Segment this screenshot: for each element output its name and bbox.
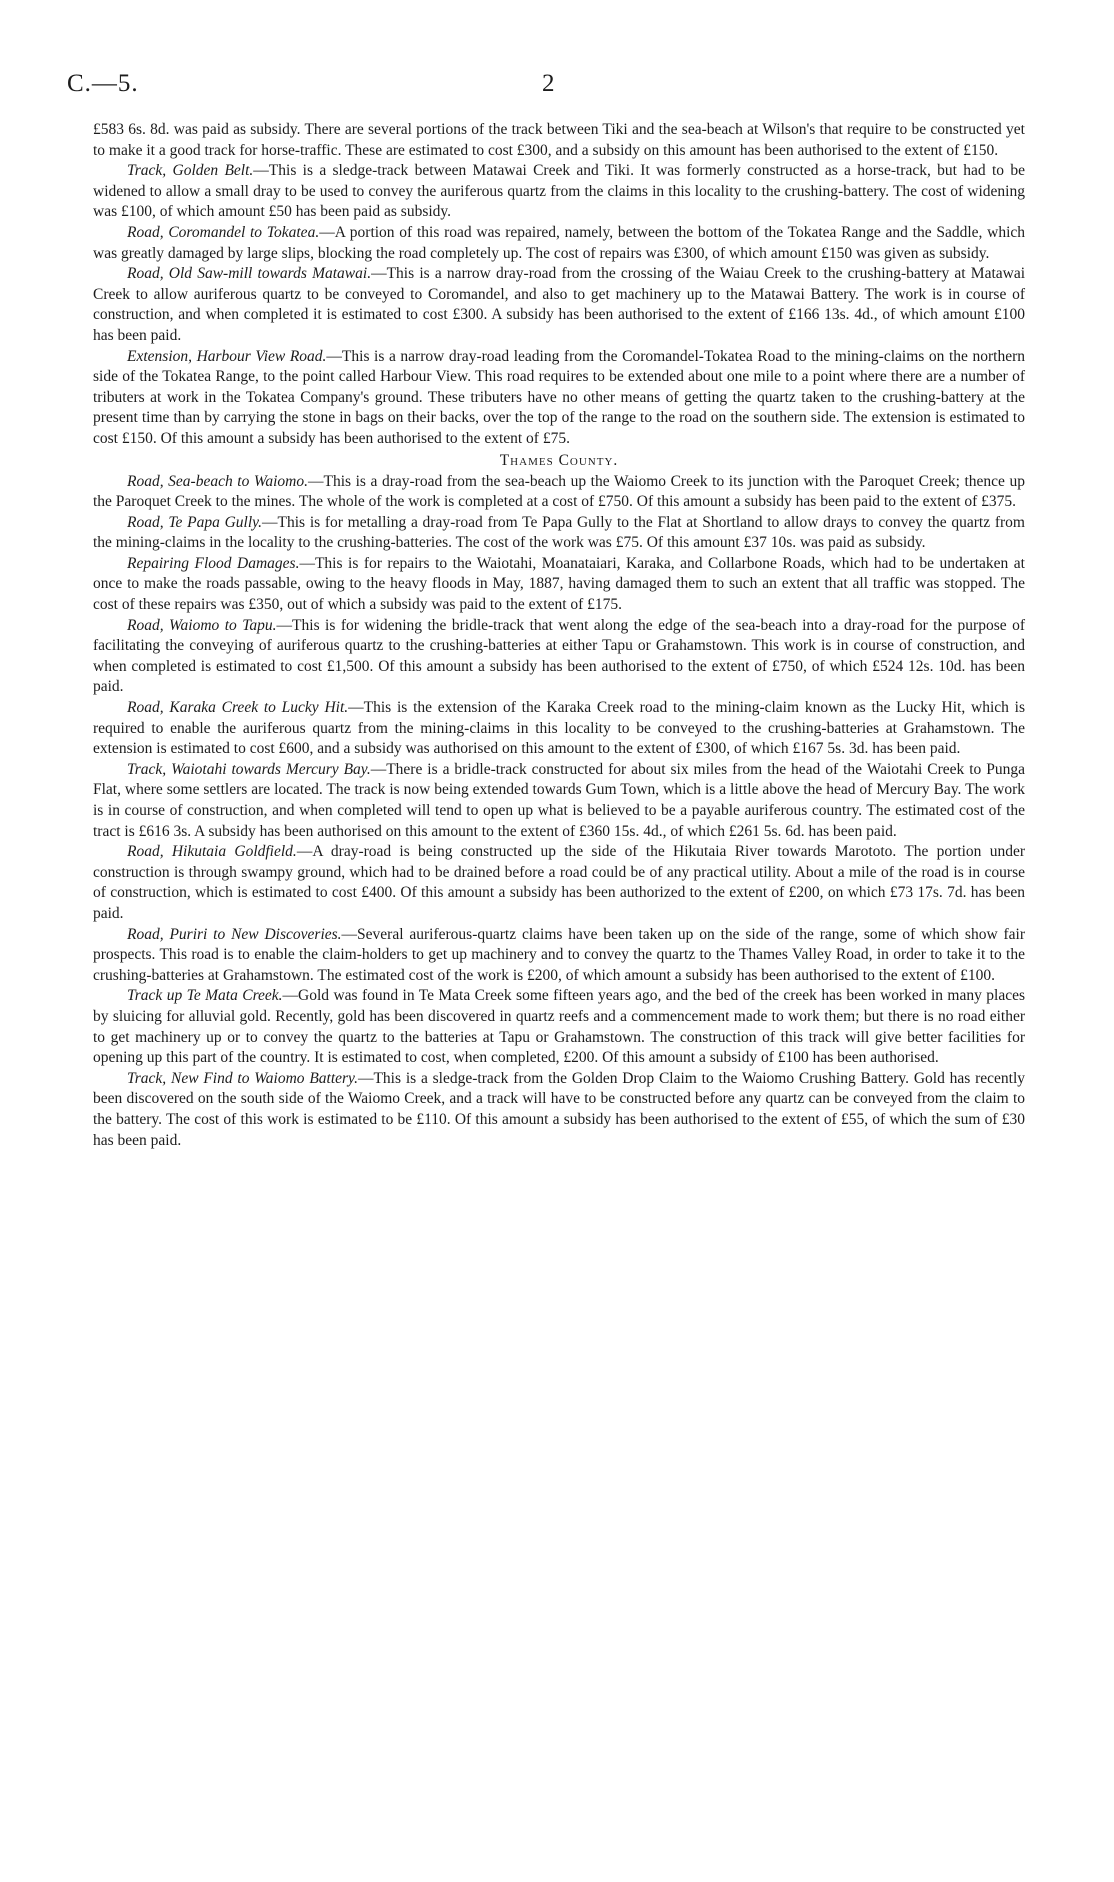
document-reference: C.—5. [67, 70, 139, 97]
paragraph-road-karaka-creek [93, 698, 1025, 760]
paragraph-road-sea-beach-waiomo [93, 472, 1025, 513]
paragraph-extension-harbour-view [93, 347, 1025, 450]
paragraph-road-coromandel-tokatea [93, 223, 1025, 264]
paragraph-text: —This is for metalling a dray-road from Te Papa Gully to the Flat at Shortland to allow drays to convey the quartz from the mining-claims in the locality to the crushing-batteries. The cost of the work was £75. Of this amount £37 10s. was paid as subsidy. [93, 513, 1025, 552]
paragraph-track-te-mata-creek [93, 986, 1025, 1068]
paragraph-text: —Several auriferous-quartz claims have been taken up on the side of the range, some of which show fair prospects. This road is to enable the claim-holders to get up machinery and to convey the quartz to the Thames Valley Road, in order to take it to the crushing-batteries at Grahamstown. The estimated cost of the work is £200, of which amount a subsidy has been authorised to the extent of £100. [93, 925, 1025, 984]
paragraph-heading: Track, New Find to Waiomo Battery. [127, 1069, 358, 1087]
body-text [93, 120, 1025, 1151]
paragraph-heading: Road, Old Saw-mill towards Matawai. [127, 265, 372, 283]
paragraph-text: —A portion of this road was repaired, namely, between the bottom of the Tokatea Range and the Saddle, which was greatly damaged by large slips, blocking the road completely up. The cost of repairs was £300, of which amount £150 was given as subsidy. [93, 223, 1026, 262]
paragraph-heading: Road, Puriri to New Discoveries. [127, 925, 342, 943]
page-number: 2 [542, 70, 555, 97]
page-header [67, 70, 1025, 112]
document-page [67, 70, 1026, 1151]
section-heading-thames-county: Thames County. [499, 451, 619, 469]
paragraph-heading: Track, Waiotahi towards Mercury Bay. [127, 760, 371, 778]
paragraph-text: —There is a bridle-track constructed for about six miles from the head of the Waiotahi Creek to Punga Flat, where some settlers are located. The track is now being extended towards Gum Town, which is a little above the head of Mercury Bay. The work is in course of construction, and when completed will tend to open up what is believed to be a payable auriferous country. The estimated cost of the tract is £616 3s. A subsidy has been authorised on this amount to the extent of £360 15s. 4d., of which £261 5s. 6d. has been paid. [93, 760, 1025, 840]
paragraph-track-golden-belt [93, 161, 1025, 223]
paragraph-road-te-papa-gully [93, 513, 1025, 554]
paragraph-heading: Road, Sea-beach to Waiomo. [127, 472, 308, 490]
intro-paragraph: £583 6s. 8d. was paid as subsidy. There are several portions of the track between Tiki and the sea-beach at Wilson's that require to be constructed yet to make it a good track for horse-traffic. These are estimated to cost £300, and a subsidy on this amount has been authorised to the extent of £150. [93, 121, 1025, 159]
paragraph-text: —This is the extension of the Karaka Creek road to the mining-claim known as the Lucky Hit, which is required to enable the auriferous quartz from the mining-claims in this locality to be conveyed to the crushing-batteries at Grahamstown. The extension is estimated to cost £600, and a subsidy was authorised on this amount to the extent of £300, of which £167 5s. 3d. has been paid. [93, 699, 1026, 758]
paragraph-text: —A dray-road is being constructed up the side of the Hikutaia River towards Marototo. The portion under construction is through swampy ground, which had to be drained before a road could be of any practical utility. About a mile of the road is in course of construction, which is estimated to cost £400. Of this amount a subsidy has been authorized to the extent of £200, on which £73 17s. 7d. has been paid. [93, 843, 1025, 922]
paragraph-heading: Extension, Harbour View Road. [127, 347, 327, 365]
paragraph-road-waiomo-tapu [93, 616, 1025, 698]
paragraph-text: —Gold was found in Te Mata Creek some fifteen years ago, and the bed of the creek has been worked in many places by sluicing for alluvial gold. Recently, gold has been discovered in quartz reefs and a commencement made to work them; but there is no road either to get machinery up or to convey the quartz to the batteries at Tapu or Grahamstown. The construction of this track will give better facilities for opening up this part of the country. It is estimated to cost, when completed, £200. Of this amount a subsidy of £100 has been authorised. [93, 987, 1025, 1067]
paragraph-track-waiotahi [93, 760, 1025, 842]
paragraph-heading: Road, Karaka Creek to Lucky Hit. [127, 699, 349, 717]
paragraph-text: —This is a narrow dray-road leading from the Coromandel-Tokatea Road to the mining-claims on the northern side of the Tokatea Range, to the point called Harbour View. This road requires to be extended about one mile to a point where there are a number of tributers at work in the Tokatea Company's ground. These tributers have no other means of getting the quartz taken to the crushing-battery at the present time than by carrying the stone in bags on their backs, over the top of the range to the road on the southern side. The extension is estimated to cost £150. Of this amount a subsidy has been authorised to the extent of £75. [93, 347, 1025, 447]
paragraph-track-new-find [93, 1069, 1025, 1151]
paragraph-heading: Road, Coromandel to Tokatea. [127, 223, 320, 241]
paragraph-road-old-saw-mill [93, 264, 1025, 346]
paragraph-heading: Repairing Flood Damages. [127, 554, 300, 572]
paragraph-road-hikutaia [93, 842, 1025, 924]
paragraph-text: —This is for repairs to the Waiotahi, Moanataiari, Karaka, and Collarbone Roads, which had to be undertaken at once to make the roads passable, owing to the heavy floods in May, 1887, having damaged them to such an extent that all traffic was stopped. The cost of these repairs was £350, out of which a subsidy was paid to the extent of £175. [93, 554, 1025, 614]
paragraph-text: —This is a narrow dray-road from the crossing of the Waiau Creek to the crushing-battery at Matawai Creek to allow auriferous quartz to be conveyed to Coromandel, and also to get machinery up to the Matawai Battery. The work is in course of construction, and when completed it is estimated to cost £300. A subsidy has been authorised to the extent of £166 13s. 4d., of which amount £100 has been paid. [93, 265, 1026, 344]
paragraph-text: —This is a dray-road from the sea-beach up the Waiomo Creek to its junction with the Paroquet Creek; thence up the Paroquet Creek to the mines. The whole of the work is completed at a cost of £750. Of this amount a subsidy has been paid to the extent of £375. [93, 472, 1025, 511]
paragraph-text: —This is for widening the bridle-track that went along the edge of the sea-beach into a dray-road for the purpose of facilitating the conveying of auriferous quartz to the crushing-batteries at either Tapu or Grahamstown. This work is in course of construction, and when completed is estimated to cost £1,500. Of this amount a subsidy has been authorised to the extent of £750, of which £524 12s. 10d. has been paid. [93, 616, 1025, 696]
paragraph-heading: Road, Waiomo to Tapu. [127, 616, 277, 634]
paragraph-text: —This is a sledge-track from the Golden Drop Claim to the Waiomo Crushing Battery. Gold has recently been discovered on the south side of the Waiomo Creek, and a track will have to be constructed before any quartz can be conveyed from the claim to the battery. The cost of this work is estimated to be £110. Of this amount a subsidy has been authorised to the extent of £55, of which the sum of £30 has been paid. [93, 1069, 1025, 1149]
paragraph-road-puriri [93, 925, 1025, 987]
paragraph-text: —This is a sledge-track between Matawai Creek and Tiki. It was formerly constructed as a horse-track, but had to be widened to allow a small dray to be used to convey the auriferous quartz from the claims in this locality to the crushing-battery. The cost of widening was £100, of which amount £50 has been paid as subsidy. [93, 162, 1025, 221]
paragraph-heading: Track up Te Mata Creek. [127, 987, 283, 1005]
paragraph-heading: Track, Golden Belt. [127, 162, 254, 180]
paragraph-repairing-flood-damages [93, 554, 1025, 616]
paragraph-heading: Road, Hikutaia Goldfield. [127, 843, 297, 861]
paragraph-heading: Road, Te Papa Gully. [127, 513, 263, 531]
